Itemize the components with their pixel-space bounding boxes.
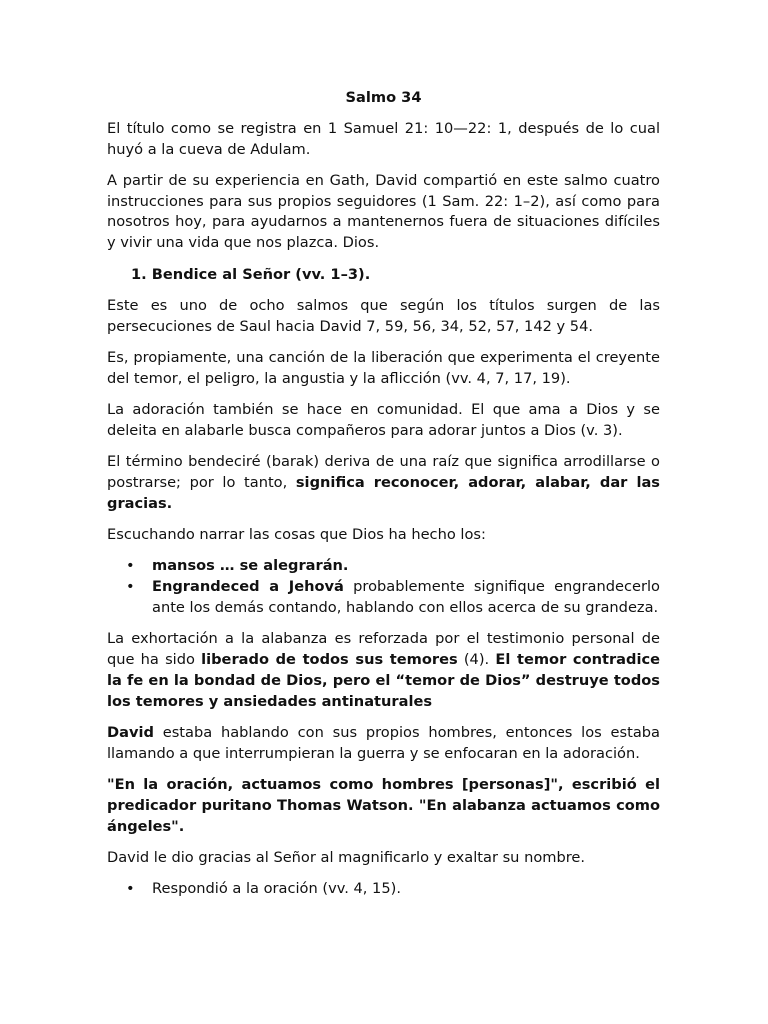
bullet-list-1 (107, 556, 660, 618)
paragraph-10 (107, 775, 660, 837)
paragraph-8-text-b: (4). (457, 651, 496, 669)
paragraph-9-text: estaba hablando con sus propios hombres, entonces los estaba llamando a que interrumpieran la guerra y se enfocaran en la adoración. (107, 723, 660, 762)
document-title: Salmo 34 (345, 89, 422, 106)
list-item-text: probablemente signifique engrandecerlo ante los demás contando, hablando con ellos acerca de su grandeza. (152, 578, 660, 616)
paragraph-8-bold-b: El temor contradice la fe en la bondad de Dios, pero el “temor de Dios” destruye todos los temores y ansiedades antinaturales (107, 651, 660, 710)
list-item-bold: mansos … se alegrarán. (152, 557, 349, 575)
paragraph-7: Escuchando narrar las cosas que Dios ha hecho los: (107, 526, 486, 544)
paragraph-6-bold: significa reconocer, adorar, alabar, dar las gracias. (107, 473, 660, 512)
section-heading-1: 1. Bendice al Señor (vv. 1–3). (131, 265, 371, 283)
list-item (107, 879, 660, 900)
bullet-icon: • (126, 578, 135, 596)
paragraph-5: La adoración también se hace en comunidad. El que ama a Dios y se deleita en alabarle busca compañeros para adorar juntos a Dios (v. 3). (107, 401, 660, 439)
list-item-text: Respondió a la oración (vv. 4, 15). (152, 880, 401, 898)
paragraph-10-bold: "En la oración, actuamos como hombres [personas]", escribió el predicador puritano Thomas Watson. "En alabanza actuamos como ángeles". (107, 776, 660, 835)
paragraph-6 (107, 452, 660, 514)
paragraph-8-bold-a: liberado de todos sus temores (201, 651, 458, 669)
document-page (107, 88, 660, 911)
paragraph-6-text: El término bendeciré (barak) deriva de una raíz que significa arrodillarse o postrarse; por lo tanto, (107, 453, 660, 491)
paragraph-9-bold: David (107, 723, 154, 741)
paragraph-2: A partir de su experiencia en Gath, David compartió en este salmo cuatro instrucciones para sus propios seguidores (1 Sam. 22: 1–2), así como para nosotros hoy, para ayudarnos a mantenernos fuera de situaciones difíciles y vivir una vida que nos plazca. Dios. (107, 171, 660, 252)
bullet-list-2 (107, 879, 660, 900)
paragraph-4: Es, propiamente, una canción de la liberación que experimenta el creyente del temor, el peligro, la angustia y la aflicción (vv. 4, 7, 17, 19). (107, 348, 660, 387)
paragraph-9 (107, 723, 660, 765)
list-item (107, 577, 660, 619)
paragraph-8 (107, 629, 660, 712)
bullet-icon: • (126, 557, 135, 575)
paragraph-3: Este es uno de ocho salmos que según los títulos surgen de las persecuciones de Saul hacia David 7, 59, 56, 34, 52, 57, 142 y 54. (107, 296, 660, 335)
paragraph-11: David le dio gracias al Señor al magnificarlo y exaltar su nombre. (107, 848, 586, 866)
list-item-bold: Engrandeced a Jehová (152, 578, 344, 596)
list-item (107, 556, 660, 577)
paragraph-8-text-a: La exhortación a la alabanza es reforzada por el testimonio personal de que ha sido (107, 630, 660, 669)
paragraph-1: El título como se registra en 1 Samuel 21: 10—22: 1, después de lo cual huyó a la cueva de Adulam. (107, 119, 660, 158)
bullet-icon: • (126, 880, 135, 898)
